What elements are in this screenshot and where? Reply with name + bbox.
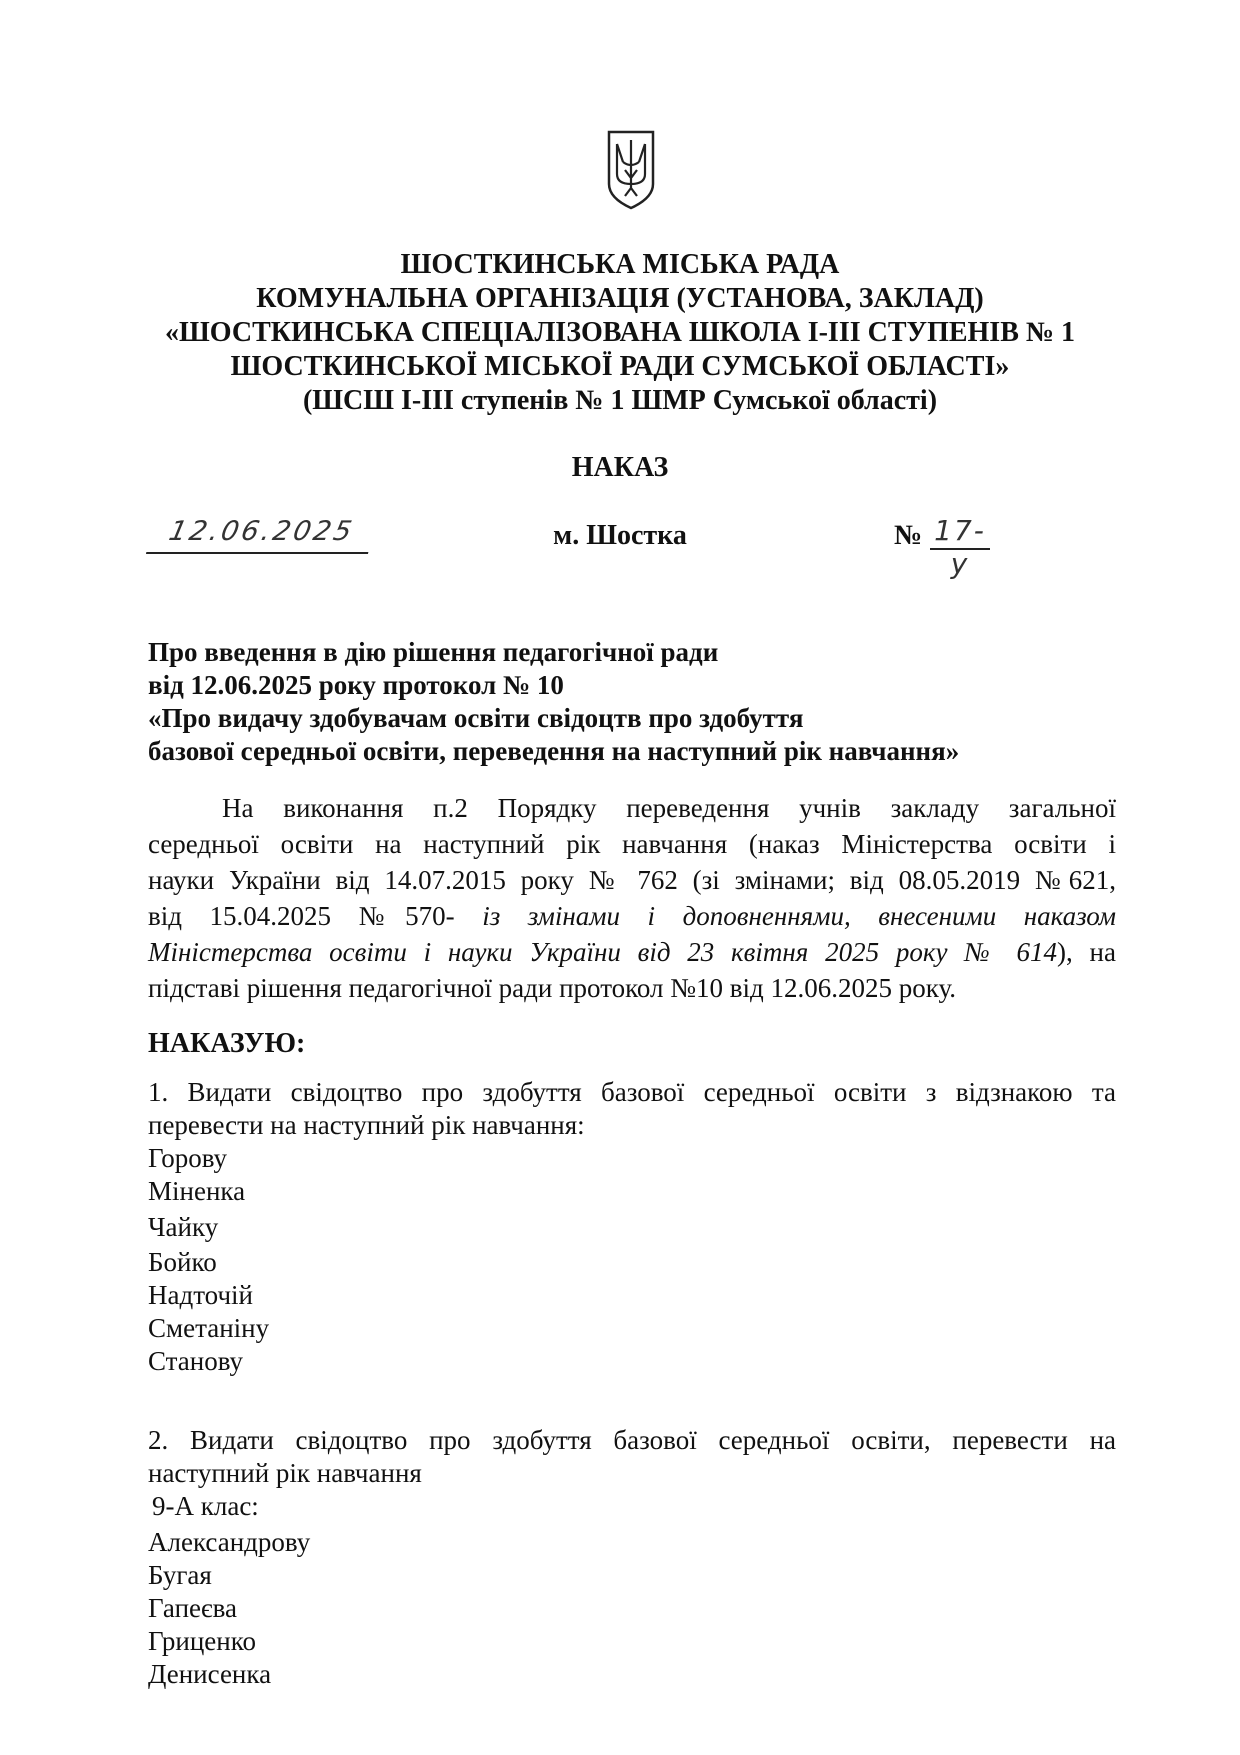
preamble-italic-text: Міністерства освіти і науки України від 23 квітня 2025 року № 614: [148, 937, 1058, 967]
preamble-line: На виконання п.2 Порядку переведення учнів закладу загальної: [222, 793, 1116, 823]
preamble-text: ), на: [1057, 937, 1116, 967]
student-name: Надточій: [148, 1280, 253, 1310]
subject-line: від 12.06.2025 року протокол № 10: [148, 670, 564, 700]
preamble-line: [148, 934, 1116, 970]
preamble-italic-text: із змінами і доповненнями, внесеними наказом: [482, 901, 1117, 931]
item-text: 2. Видати свідоцтво про здобуття базової середньої освіти, перевести на: [148, 1425, 1116, 1455]
document-title: НАКАЗ: [571, 452, 669, 483]
order-directive-heading: НАКАЗУЮ:: [148, 1028, 306, 1059]
number-label: №: [894, 520, 923, 551]
subject-line: «Про видачу здобувачам освіти свідоцтв про здобуття: [148, 703, 804, 733]
student-list-9a: [148, 1526, 310, 1691]
student-name: Сметаніну: [148, 1313, 270, 1343]
preamble-line: науки України від 14.07.2015 року № 762 (зі змінами; від 08.05.2019 №621,: [148, 865, 1116, 895]
preamble-line: підставі рішення педагогічної ради протокол №10 від 12.06.2025 року.: [148, 973, 957, 1003]
preamble: [148, 790, 1116, 1006]
student-name: Міненка: [148, 1176, 246, 1206]
student-name: Горову: [148, 1143, 228, 1173]
honors-student-list: [148, 1142, 269, 1378]
school-short-name: (ШСШ І-ІІІ ступенів № 1 ШМР Сумської області): [302, 385, 938, 416]
student-name: Бугая: [148, 1560, 212, 1590]
council-name: ШОСТКИНСЬКА МІСЬКА РАДА: [400, 249, 840, 280]
student-name: Александрову: [148, 1527, 311, 1557]
student-name: Гапеєва: [148, 1593, 237, 1623]
student-name: Станову: [148, 1346, 244, 1376]
city: м. Шостка: [553, 520, 687, 551]
order-item-1: [148, 1076, 1116, 1142]
school-name-line2: ШОСТКИНСЬКОЇ МІСЬКОЇ РАДИ СУМСЬКОЇ ОБЛАСТІ»: [230, 351, 1010, 382]
item-text: 1. Видати свідоцтво про здобуття базової середньої освіти з відзнакою та: [148, 1077, 1116, 1107]
school-name-line1: «ШОСТКИНСЬКА СПЕЦІАЛІЗОВАНА ШКОЛА І-ІІІ СТУПЕНІВ № 1: [164, 317, 1076, 348]
item-text: наступний рік навчання: [148, 1458, 422, 1488]
organization-type: КОМУНАЛЬНА ОРГАНІЗАЦІЯ (УСТАНОВА, ЗАКЛАД): [256, 283, 984, 314]
preamble-text: від 15.04.2025 №570-: [148, 901, 483, 931]
student-name: Денисенка: [148, 1659, 272, 1689]
subject-line: Про введення в дію рішення педагогічної ради: [148, 637, 719, 667]
student-name: Чайку: [148, 1212, 219, 1242]
preamble-line: середньої освіти на наступний рік навчання (наказ Міністерства освіти і: [148, 829, 1116, 859]
order-subject: [148, 636, 959, 768]
handwritten-number: 17-у: [930, 514, 990, 550]
preamble-line: [148, 898, 1116, 934]
student-name: Гриценко: [148, 1626, 256, 1656]
item-text: перевести на наступний рік навчання:: [148, 1110, 585, 1140]
trident-coat-of-arms-icon: [603, 128, 659, 212]
student-name: Бойко: [148, 1247, 217, 1277]
handwritten-date: 12.06.2025: [146, 516, 376, 554]
class-label: 9-А клас:: [152, 1491, 259, 1521]
subject-line: базової середньої освіти, переведення на наступний рік навчання»: [148, 736, 960, 766]
order-item-2: [148, 1424, 1116, 1490]
